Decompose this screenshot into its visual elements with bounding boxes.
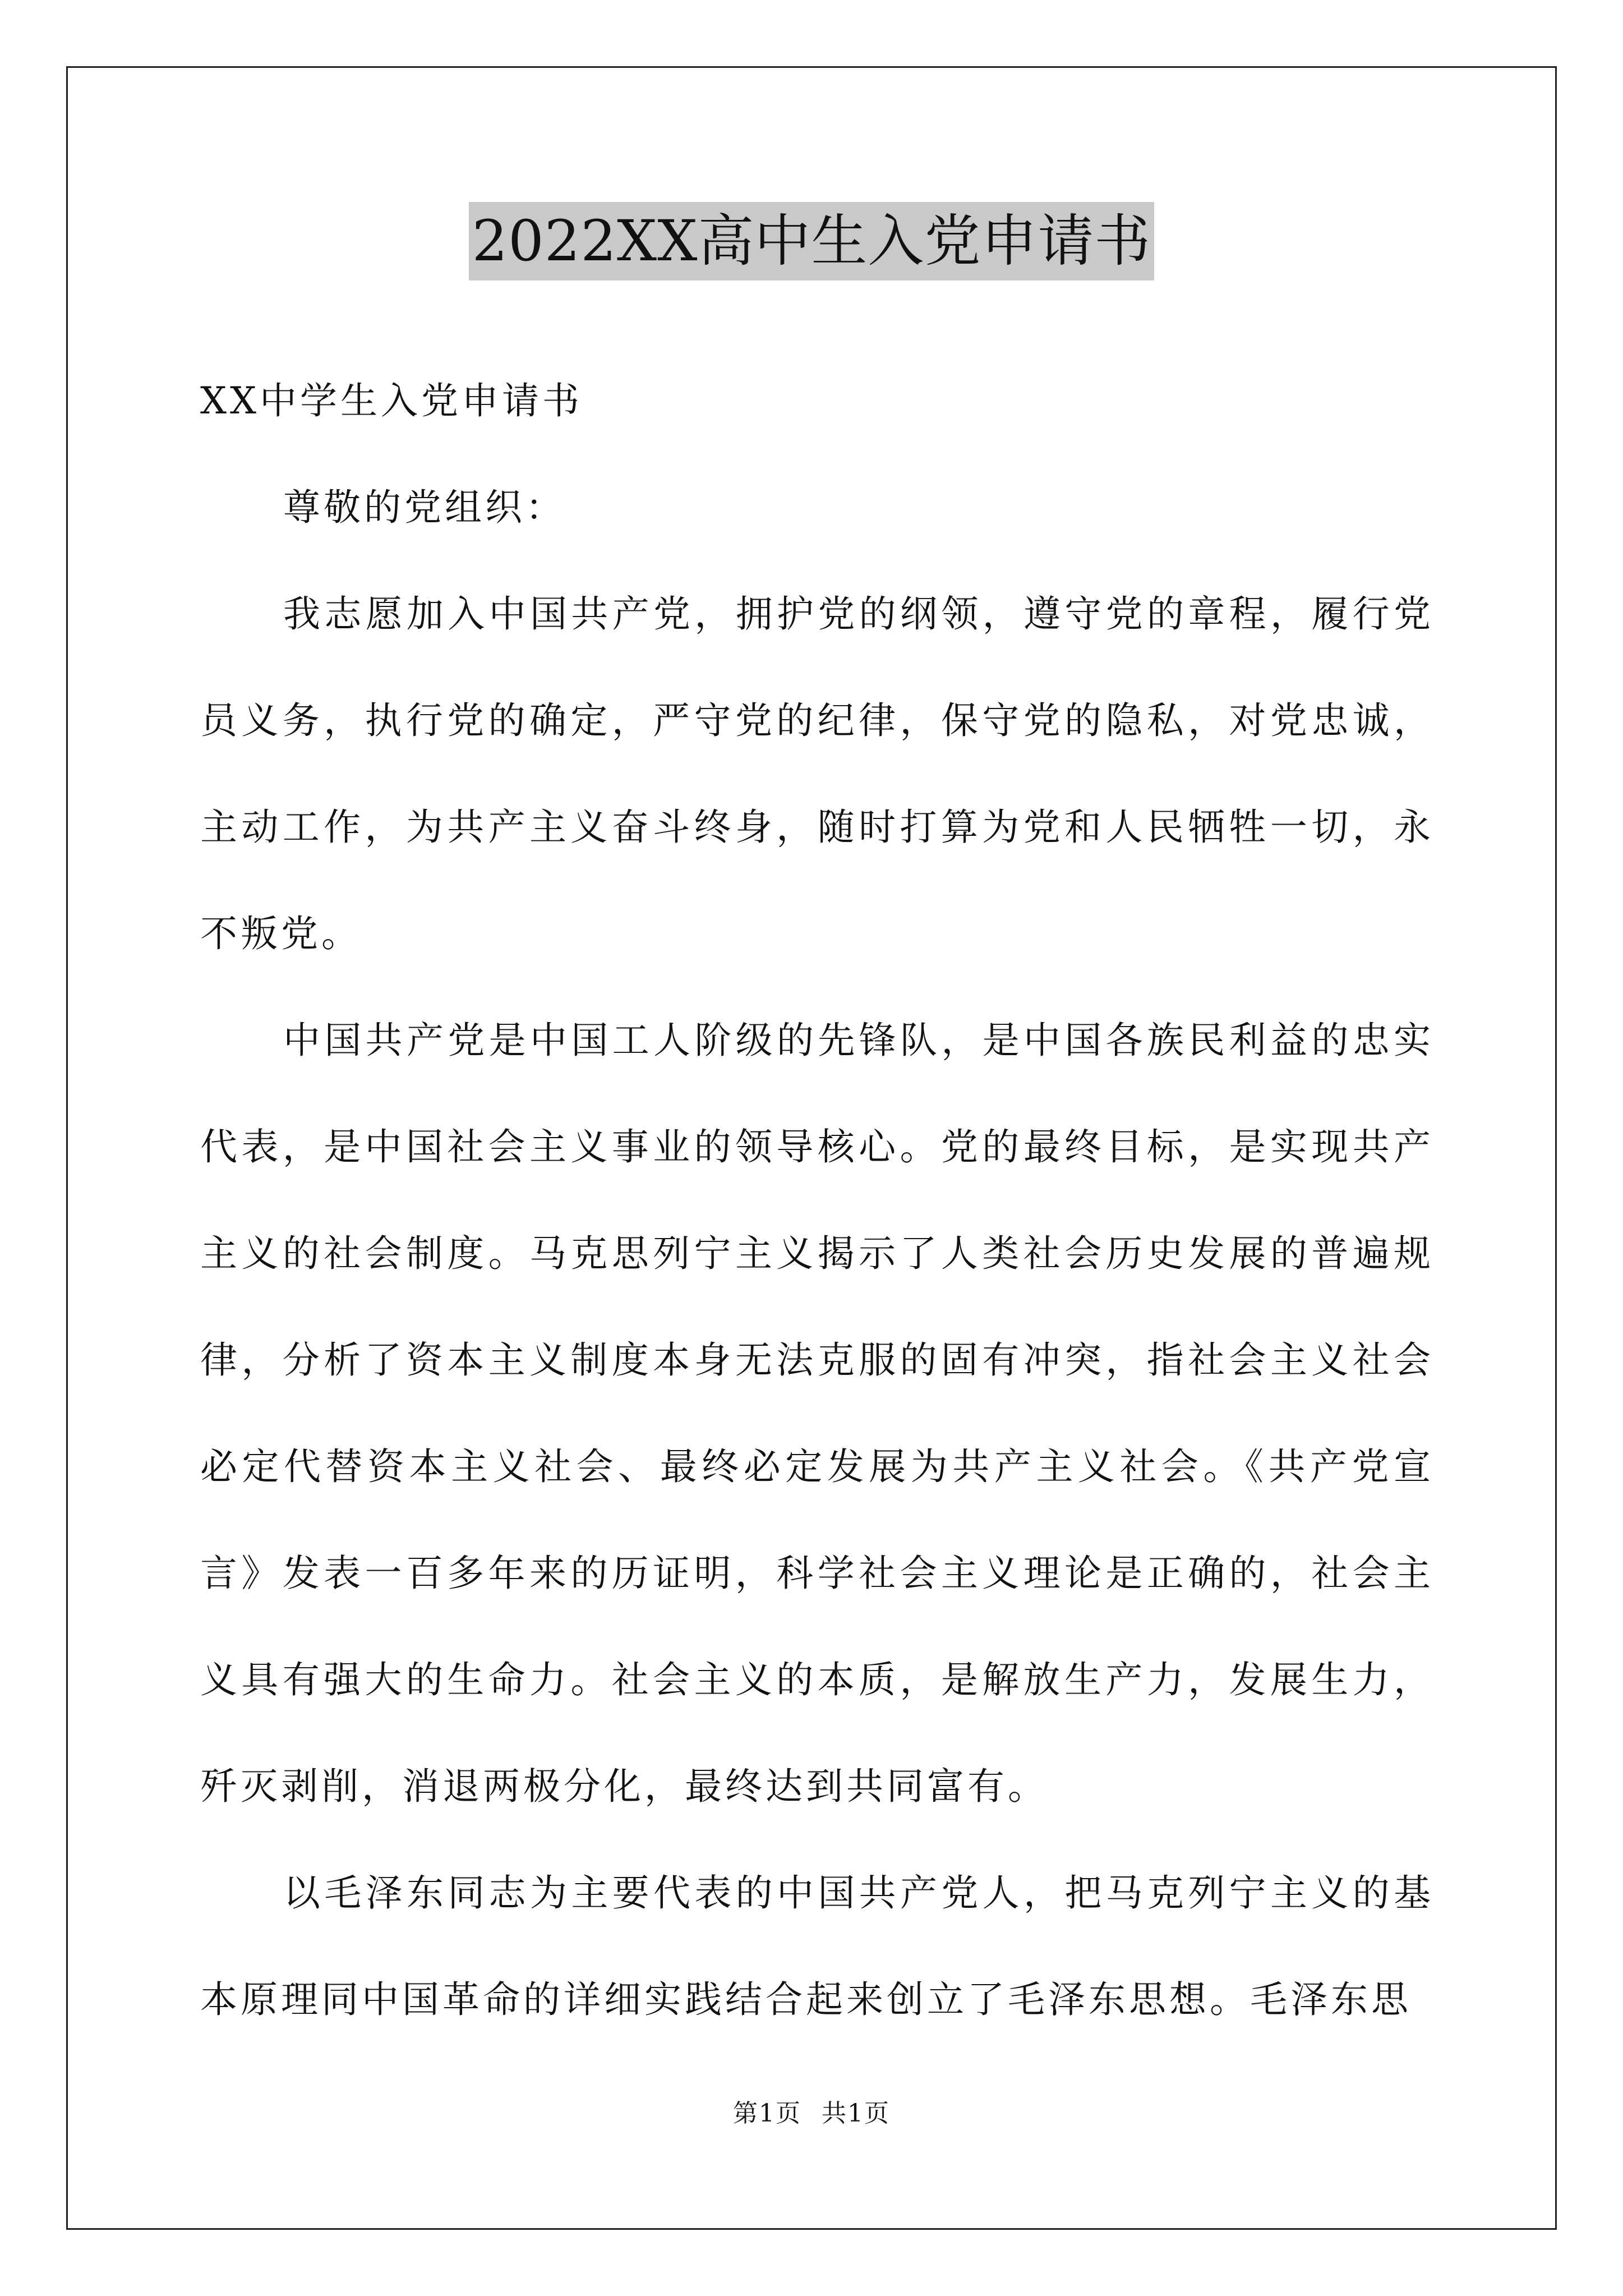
paragraph-1: 我志愿加入中国共产党，拥护党的纲领，遵守党的章程，履行党员义务，执行党的确定，严守党的纪律，保守党的隐私，对党忠诚，主动工作，为共产主义奋斗终身，随时打算为党和人民牺牲一切，永不叛党。 bbox=[200, 592, 1434, 955]
document-subtitle: XX中学生入党申请书 bbox=[200, 379, 583, 422]
page-number: 第1页 bbox=[733, 2099, 801, 2128]
paragraph-3: 以毛泽东同志为主要代表的中国共产党人，把马克列宁主义的基本原理同中国革命的详细实践结合起来创立了毛泽东思想。毛泽东思 bbox=[200, 1871, 1434, 2021]
paragraph-2: 中国共产党是中国工人阶级的先锋队，是中国各族民利益的忠实代表，是中国社会主义事业的领导核心。党的最终目标，是实现共产主义的社会制度。马克思列宁主义揭示了人类社会历史发展的普遍规律，分析了资本主义制度本身无法克服的固有冲突，指社会主义社会必定代替资本主义社会、最终必定发展为共产主义社会。《共产党宣言》发表一百多年来的历证明，科学社会主义理论是正确的，社会主义具有强大的生命力。社会主义的本质，是解放生产力，发展生力，歼灭剥削，消退两极分化，最终达到共同富有。 bbox=[200, 1019, 1434, 1808]
title-container bbox=[0, 202, 1623, 280]
page-footer bbox=[0, 2097, 1623, 2131]
salutation: 尊敬的党组织： bbox=[283, 486, 566, 529]
page-total: 共1页 bbox=[822, 2099, 890, 2128]
document-body bbox=[200, 348, 1434, 2053]
document-title: 2022XX高中生入党申请书 bbox=[469, 202, 1155, 280]
